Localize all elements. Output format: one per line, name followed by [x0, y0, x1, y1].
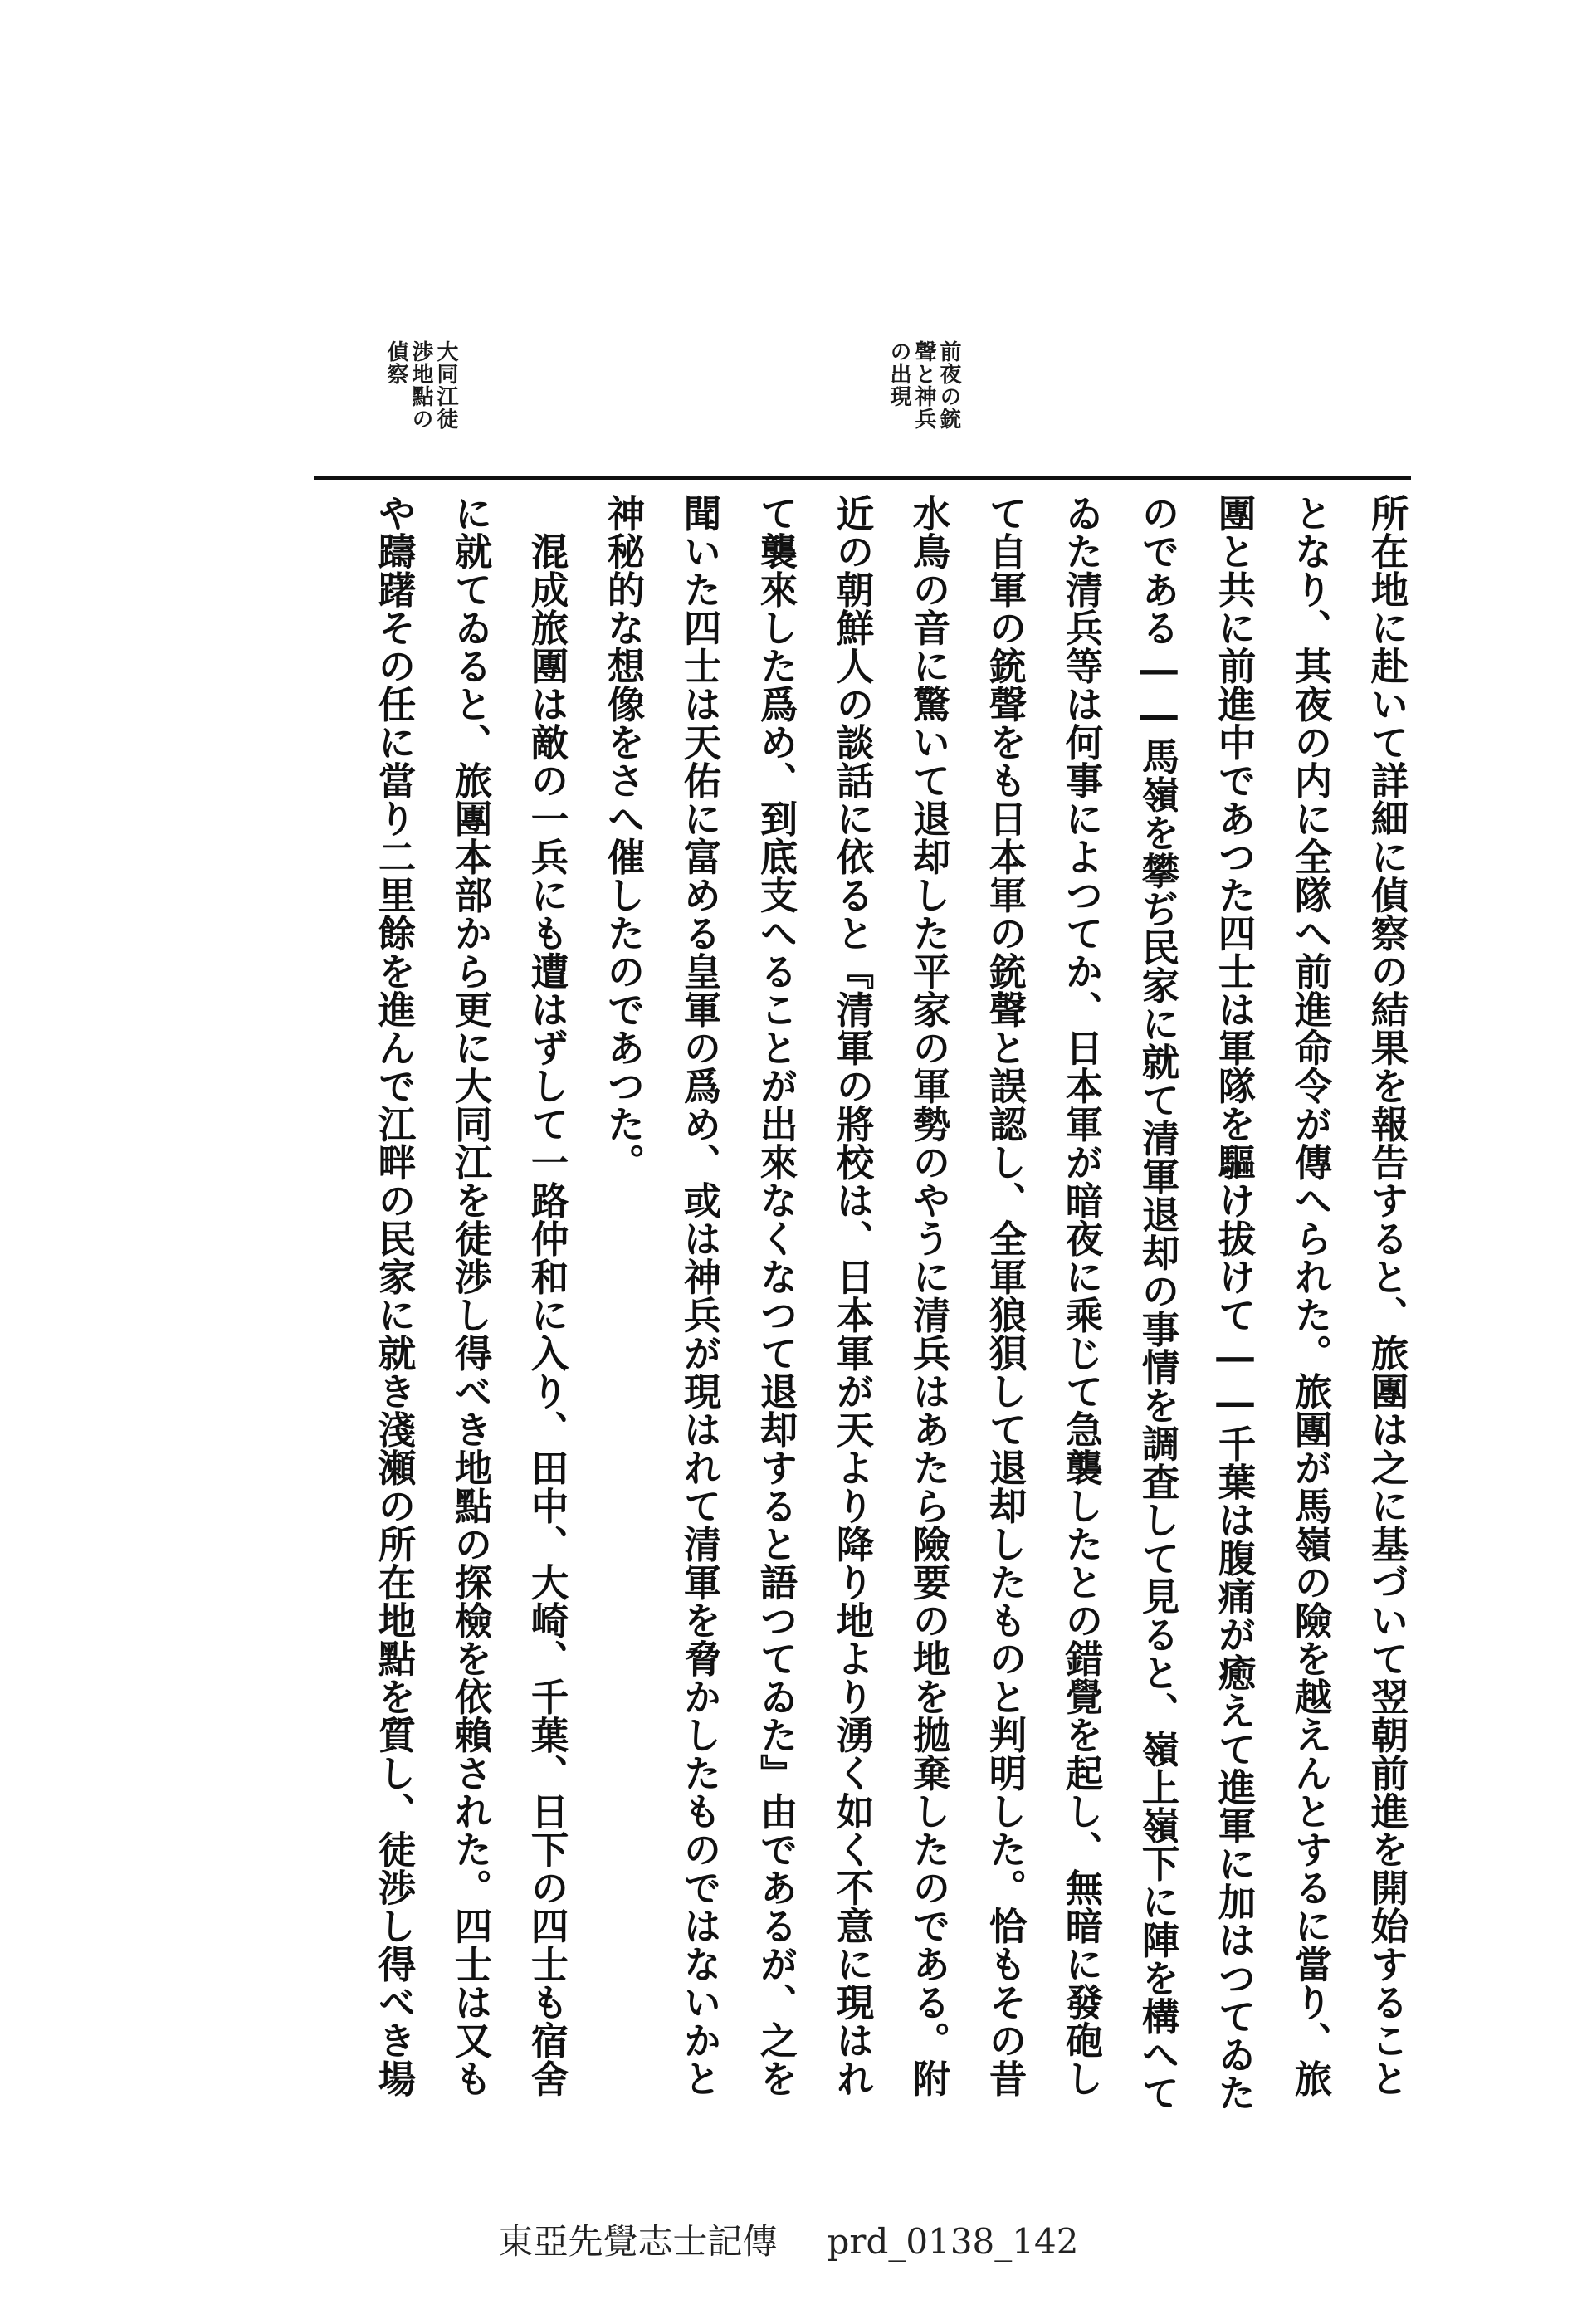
text-column: 聞いた四士は天佑に富める皇軍の爲め、或は神兵が現はれて清軍を脅かしたものではないかと [678, 494, 723, 2097]
text-column: 水鳥の音に驚いて退却した平家の軍勢のやうに清兵はあたら險要の地を拋棄したのである。附 [907, 494, 952, 2097]
text-column: て自軍の銃聲をも日本軍の銃聲と誤認し、全軍狼狽して退却したものと判明した。恰もその昔 [984, 494, 1028, 2097]
headnote-line: 偵察 [383, 340, 408, 385]
page-footer [0, 2214, 1577, 2264]
header-rule [314, 476, 1411, 480]
text-column: 所在地に赴いて詳細に偵察の結果を報告すると、旅團は之に基づいて翌朝前進を開始すること [1365, 494, 1410, 2097]
text-column: に就てゐると、旅團本部から更に大同江を徒渉し得べき地點の探檢を依賴された。四士は又も [449, 494, 494, 2097]
text-column: ゐた清兵等は何事によつてか、日本軍が暗夜に乘じて急襲したとの錯覺を起し、無暗に發砲し [1060, 494, 1105, 2097]
text-column: て襲來した爲め、到底支へることが出來なくなつて退却すると語つてゐた』由であるが、之を [754, 494, 799, 2097]
text-column: のである――馬嶺を攀ぢ民家に就て清軍退却の事情を調査して見ると、嶺上嶺下に陣を構へて [1136, 494, 1181, 2112]
body-text [309, 494, 1413, 2112]
text-column: や躊躇その任に當り二里餘を進んで江畔の民家に就き淺瀬の所在地點を質し、徒渉し得べき場 [373, 494, 417, 2097]
headnote-river-crossing [383, 340, 458, 430]
headnote-line: の出現 [886, 340, 911, 408]
text-column: となり、其夜の内に全隊へ前進命令が傳へられた。旅團が馬嶺の險を越えんとするに當り、旅 [1289, 494, 1334, 2097]
text-column: 神秘的な想像をさへ催したのであつた。 [602, 494, 647, 1181]
headnote-night-gunfire [886, 340, 961, 430]
book-title: 東亞先覺志士記傳 [498, 2221, 778, 2262]
text-column: 團と共に前進中であつた四士は軍隊を驅け拔けて――千葉は腹痛が癒えて進軍に加はつてゐた [1213, 494, 1257, 2112]
text-column: 近の朝鮮人の談話に依ると『清軍の將校は、日本軍が天より降り地より湧く如く不意に現はれ [831, 494, 876, 2097]
headnote-line: 聲と神兵 [911, 340, 936, 430]
text-column: 混成旅團は敵の一兵にも遭はずして一路仲和に入り、田中、大崎、千葉、日下の四士も宿舍 [525, 494, 570, 2097]
headnote-line: 大同江徒 [433, 340, 458, 430]
headnote-line: 渉地點の [408, 340, 433, 430]
headnote-line: 前夜の銃 [936, 340, 961, 430]
page-code: prd_0138_142 [827, 2221, 1079, 2262]
